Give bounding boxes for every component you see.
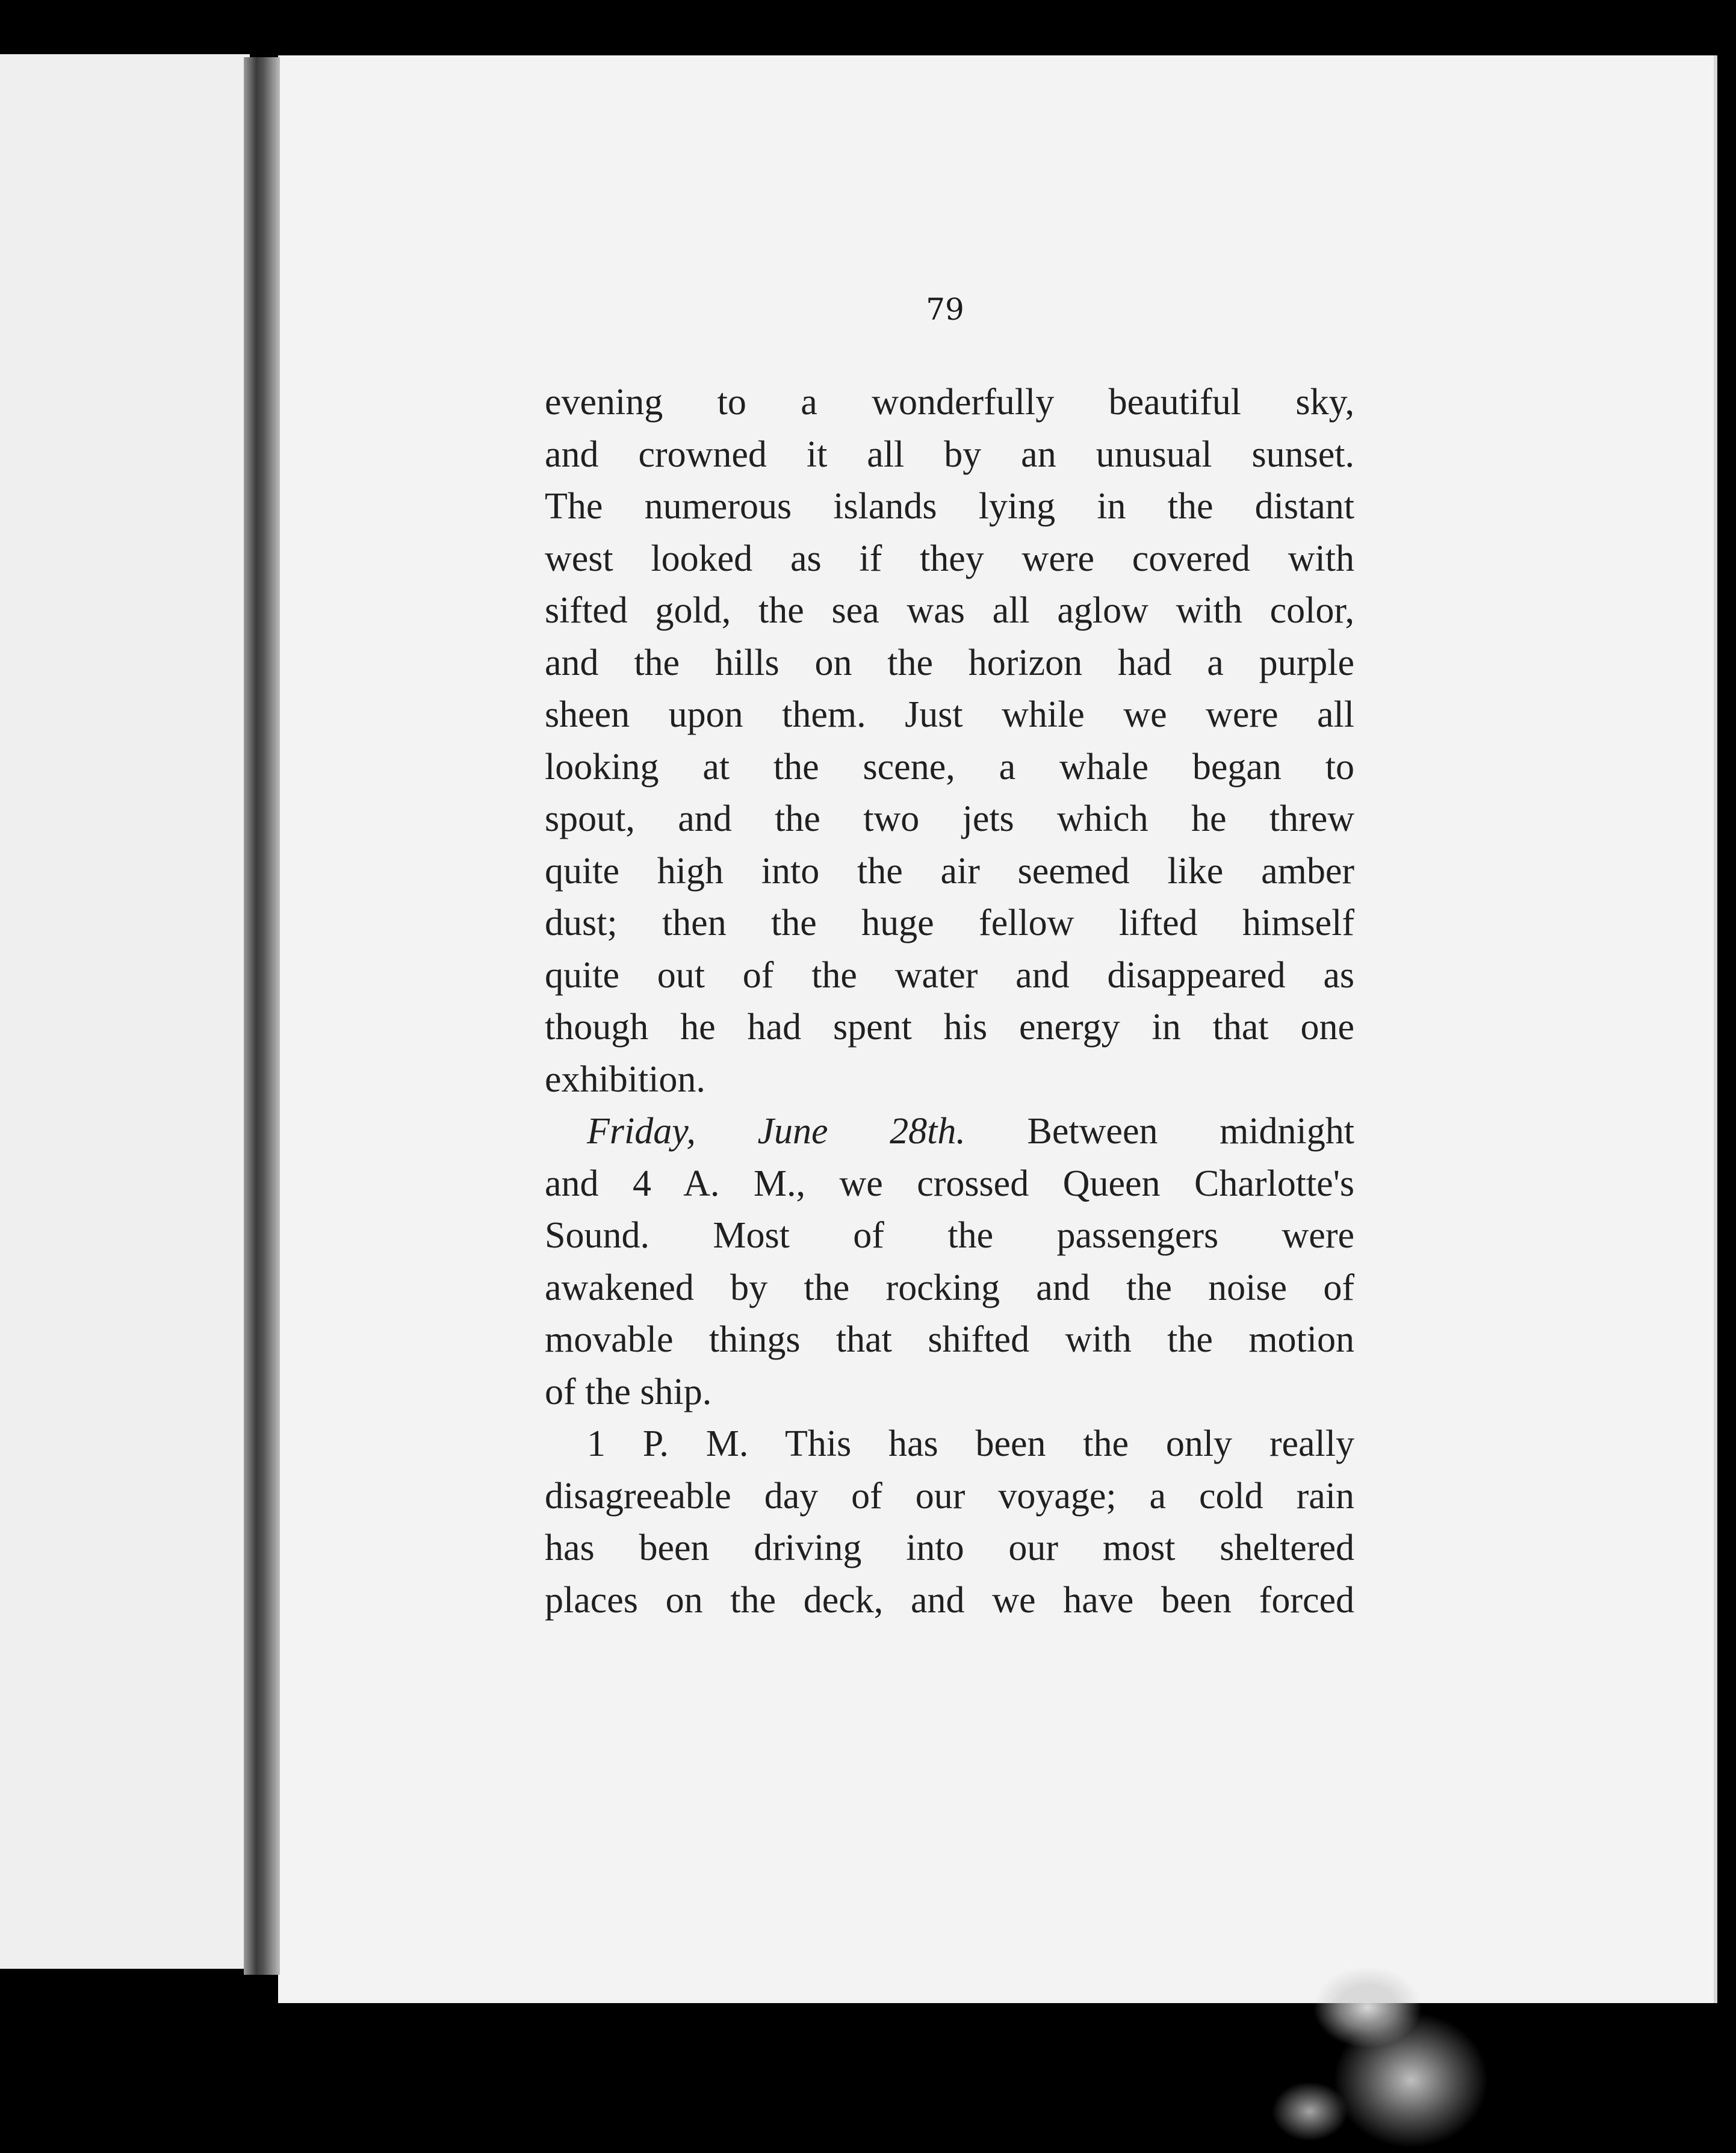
text-line: sifted gold, the sea was all aglow with color, — [545, 590, 1354, 631]
text-line: looking at the scene, a whale began to — [545, 746, 1354, 788]
book-gutter — [244, 57, 280, 1975]
text-line: and 4 A. M., we crossed Queen Charlotte's — [545, 1163, 1354, 1204]
text-line: dust; then the huge fellow lifted himself — [545, 903, 1354, 943]
text-line: disagreeable day of our voyage; a cold rain — [545, 1475, 1354, 1517]
body-text — [545, 376, 1354, 1626]
page-number: 79 — [926, 292, 964, 327]
text-line: awakened by the rocking and the noise of — [545, 1267, 1354, 1308]
text-line — [545, 1105, 1354, 1158]
text-line: though he had spent his energy in that one — [545, 1007, 1354, 1048]
text-line: spout, and the two jets which he threw — [545, 798, 1354, 839]
text-line: evening to a wonderfully beautiful sky, — [545, 382, 1354, 423]
paragraph-1 — [545, 376, 1354, 1105]
text-line: and crowned it all by an unusual sunset. — [545, 433, 1354, 475]
text-fragment: Between midnight — [1027, 1111, 1355, 1152]
left-blank-page — [0, 54, 250, 1969]
text-line: places on the deck, and we have been forced — [545, 1579, 1354, 1621]
paragraph-2 — [545, 1105, 1354, 1418]
text-line: The numerous islands lying in the distant — [545, 486, 1354, 527]
date-heading: Friday, June 28th. — [587, 1111, 966, 1152]
paragraph-3 — [545, 1418, 1354, 1626]
text-line: Sound. Most of the passengers were — [545, 1215, 1354, 1256]
text-line: west looked as if they were covered with — [545, 538, 1354, 579]
text-line: sheen upon them. Just while we were all — [545, 694, 1354, 735]
text-line: movable things that shifted with the motion — [545, 1319, 1354, 1360]
text-line: exhibition. — [545, 1058, 705, 1100]
text-line: quite out of the water and disappeared as — [545, 954, 1354, 996]
damaged-corner — [1252, 1945, 1541, 2153]
text-line: of the ship. — [545, 1371, 712, 1412]
text-line: quite high into the air seemed like amber — [545, 850, 1354, 892]
text-line: has been driving into our most sheltered — [545, 1527, 1354, 1568]
text-line: and the hills on the horizon had a purple — [545, 642, 1354, 683]
text-line: 1 P. M. This has been the only really — [587, 1423, 1354, 1464]
